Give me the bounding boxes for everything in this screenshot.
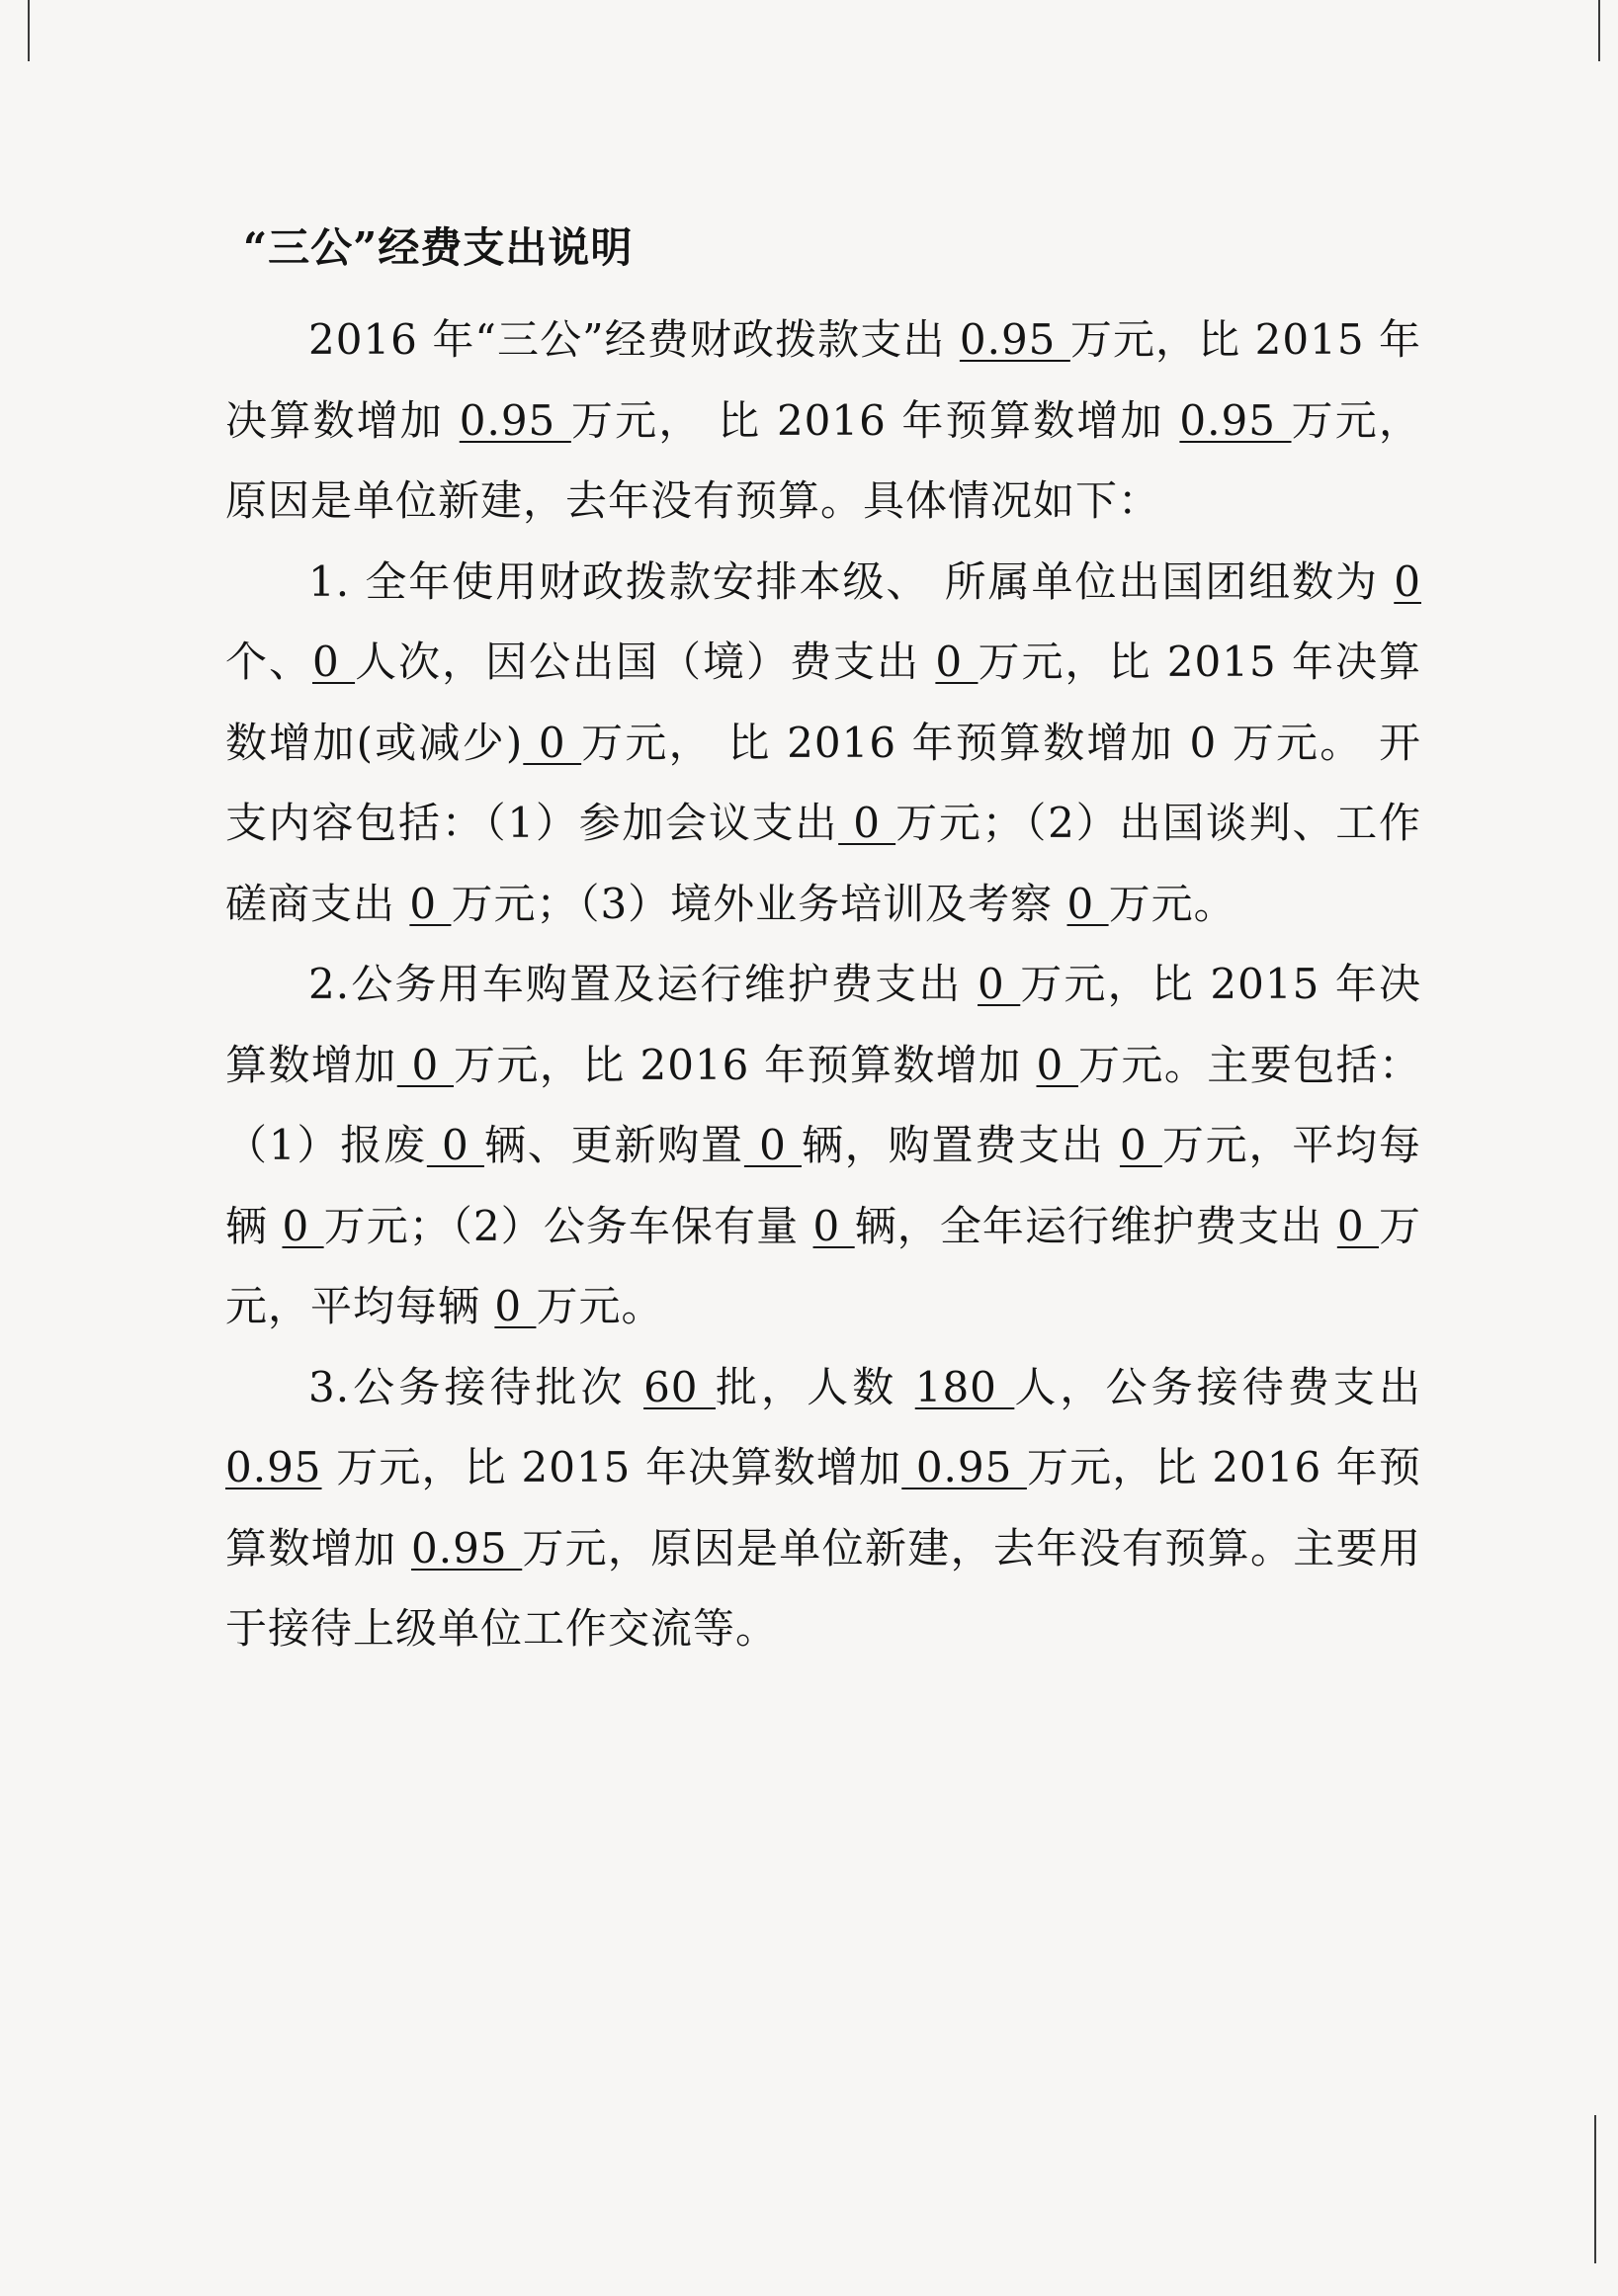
text-segment: 2016 年“三公”经费财政拨款支出 [308,315,960,364]
underlined-value: 0 [838,799,896,847]
text-segment: 1. 全年使用财政拨款安排本级、 所属单位出国团组数为 [308,556,1395,606]
text-segment: 人，公务接待费支出 [1014,1362,1421,1411]
text-segment: 万元，比 2015 年决算数增加 [321,1443,902,1491]
underlined-value: 0 [1066,879,1109,928]
text-segment: 万元。 [536,1282,664,1330]
underlined-value: 0 [935,638,979,686]
underlined-value: 0.95 [411,1523,523,1573]
underlined-value: 0.95 [459,395,571,445]
underlined-value: 0 [1394,556,1421,606]
underlined-value: 0 [494,1282,537,1330]
text-segment: 万元。 [1108,879,1236,928]
text-segment: 辆、更新购置 [483,1121,744,1169]
paragraph-official-reception [225,1347,1421,1669]
text-segment: 人次，因公出国（境）费支出 [355,638,936,686]
text-segment: 万元，比 2015 年决算数增加 [225,960,1421,1089]
underlined-value: 0 [409,879,452,928]
underlined-value: 0 [1119,1121,1162,1169]
text-segment: 3.公务接待批次 [308,1362,644,1411]
underlined-value: 0 [426,1121,484,1169]
text-segment: 万元，原因是单位新建，去年没有预算。主要用于接待上级单位工作交流等。 [225,1523,1421,1653]
text-segment: 万元；（2）公务车保有量 [323,1201,813,1250]
text-segment: 万元，比 2016 年预算数增加 [454,1040,1037,1089]
text-segment: 万元，比 2015 年决算数增加 [225,315,1421,445]
text-segment: 万元。主要包括：（1）报废 [225,1040,1421,1169]
underlined-value: 0 [743,1121,802,1169]
underlined-value: 0.95 [1179,395,1292,445]
underlined-value: 0.95 [901,1443,1027,1491]
text-segment: 万元；（2）出国谈判、工作磋商支出 [225,799,1421,928]
paragraph-overseas-travel [225,542,1421,945]
underlined-value: 60 [643,1362,716,1411]
text-segment: 万元，平均每辆 [225,1201,1421,1330]
paragraph-official-vehicles [225,944,1421,1347]
text-segment: 辆，全年运行维护费支出 [854,1201,1337,1250]
underlined-value: 0 [1336,1201,1379,1250]
text-segment: 万元，比 2015 年决算数增加(或减少) [225,638,1422,767]
text-segment: 万元， 比 2016 年预算数增加 [570,395,1180,445]
underlined-value: 0.95 [959,315,1070,364]
document-page [225,219,1421,1669]
underlined-value: 0 [978,960,1021,1008]
document-title: “三公”经费支出说明 [243,223,634,272]
text-segment: 批，人数 [715,1362,915,1411]
text-segment: 个、 [225,638,312,686]
text-segment: 万元，比 2016 年预算数增加 [225,1443,1421,1573]
underlined-value: 0 [523,718,582,767]
underlined-value: 180 [914,1362,1015,1411]
underlined-value: 0.95 [225,1443,322,1491]
text-segment: 万元， 比 2016 年预算数增加 0 万元。 开支内容包括：（1）参加会议支出 [225,718,1421,847]
paragraph-summary [225,299,1421,542]
text-segment: 辆，购置费支出 [801,1121,1120,1169]
text-segment: 2.公务用车购置及运行维护费支出 [308,960,979,1008]
scan-edge-top-left [28,0,30,61]
underlined-value: 0 [812,1201,855,1250]
underlined-value: 0 [282,1201,324,1250]
scan-edge-top-right [1598,0,1600,61]
text-segment: 万元；（3）境外业务培训及考察 [451,879,1067,928]
text-segment: 万元，平均每辆 [225,1121,1421,1250]
underlined-value: 0 [312,638,356,686]
scan-edge-bottom-right [1594,2115,1596,2263]
underlined-value: 0 [1036,1040,1078,1089]
text-segment: 万元，原因是单位新建，去年没有预算。具体情况如下： [225,395,1421,525]
underlined-value: 0 [396,1040,454,1089]
